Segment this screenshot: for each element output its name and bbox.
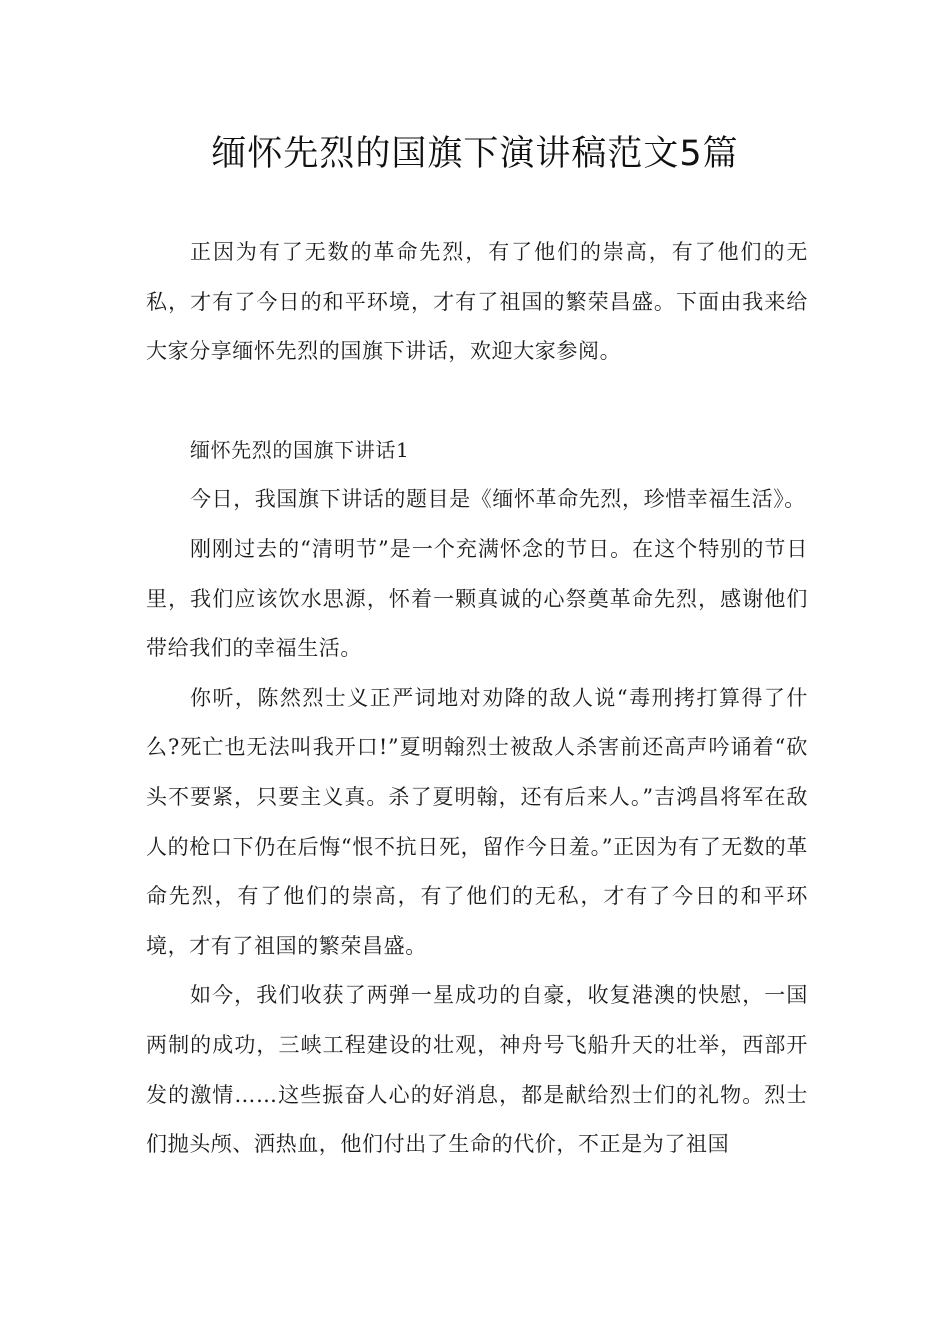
section-heading: 缅怀先烈的国旗下讲话1 xyxy=(190,437,410,462)
document-body xyxy=(146,228,808,1170)
body-paragraph: 你听，陈然烈士义正严词地对劝降的敌人说“毒刑拷打算得了什么?死亡也无法叫我开口!”夏明翰烈士被敌人杀害前还高声吟诵着“砍头不要紧，只要主义真。杀了夏明翰，还有后来人。”吉鸿昌将军在敌人的枪口下仍在后悔“恨不抗日死，留作今日羞。”正因为有了无数的革命先烈，有了他们的崇高，有了他们的无私，才有了今日的和平环境，才有了祖国的繁荣昌盛。 xyxy=(146,685,808,958)
intro-paragraph: 正因为有了无数的革命先烈，有了他们的崇高，有了他们的无私，才有了今日的和平环境，才有了祖国的繁荣昌盛。下面由我来给大家分享缅怀先烈的国旗下讲话，欢迎大家参阅。 xyxy=(146,240,808,364)
body-paragraph: 如今，我们收获了两弹一星成功的自豪，收复港澳的快慰，一国两制的成功，三峡工程建设的壮观，神舟号飞船升天的壮举，西部开发的激情……这些振奋人心的好消息，都是献给烈士们的礼物。烈士们抛头颅、洒热血，他们付出了生命的代价，不正是为了祖国 xyxy=(146,983,808,1157)
document-title: 缅怀先烈的国旗下演讲稿范文5篇 xyxy=(211,134,739,174)
body-paragraph: 今日，我国旗下讲话的题目是《缅怀革命先烈，珍惜幸福生活》。 xyxy=(190,487,806,512)
body-paragraph: 刚刚过去的“清明节”是一个充满怀念的节日。在这个特别的节日里，我们应该饮水思源，怀着一颗真诚的心祭奠革命先烈，感谢他们带给我们的幸福生活。 xyxy=(146,536,808,661)
